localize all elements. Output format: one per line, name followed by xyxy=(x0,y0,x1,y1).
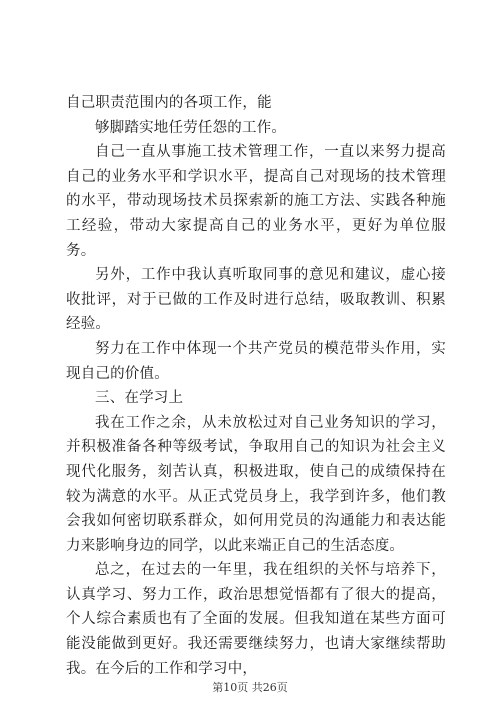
paragraph-1: 自己职责范围内的各项工作，能 xyxy=(66,95,272,111)
paragraph-6: 我在工作之余，从未放松过对自己业务知识的学习，并积极准备各种等级考试，争取用自己的知识为社会主义现代化服务，刻苦认真，积极进取，使自己的成绩保持在较为满意的水平。从正式党员身上，我学到许多，他们教会我如何密切联系群众，如何用党员的沟通能力和表达能力来影响身边的同学，以此来端正自己的生活态度。 xyxy=(66,414,446,554)
document-body xyxy=(66,91,446,681)
section-heading-study: 三、在学习上 xyxy=(95,390,184,407)
paragraph-7: 总之，在过去的一年里，我在组织的关怀与培养下，认真学习、努力工作，政治思想觉悟都有了很大的提高，个人综合素质也有了全面的发展。但我知道在某些方面可能没能做到更好。我还需要继续努力，也请大家继续帮助我。在今后的工作和学习中， xyxy=(66,562,446,677)
paragraph-5: 努力在工作中体现一个共产党员的模范带头作用，实现自己的价值。 xyxy=(66,340,446,382)
paragraph-3: 自己一直从事施工技术管理工作，一直以来努力提高自己的业务水平和学识水平，提高自己对现场的技术管理的水平，带动现场技术员探索新的施工方法、实践各种施工经验，带动大家提高自己的业务水平，更好为单位服务。 xyxy=(66,144,446,259)
paragraph-2: 够脚踏实地任劳任怨的工作。 xyxy=(95,119,287,136)
paragraph-4: 另外，工作中我认真听取同事的意见和建议，虚心接收批评，对于已做的工作及时进行总结，吸取教训、积累经验。 xyxy=(66,267,446,333)
page-footer: 第10页 共26页 xyxy=(212,681,288,694)
